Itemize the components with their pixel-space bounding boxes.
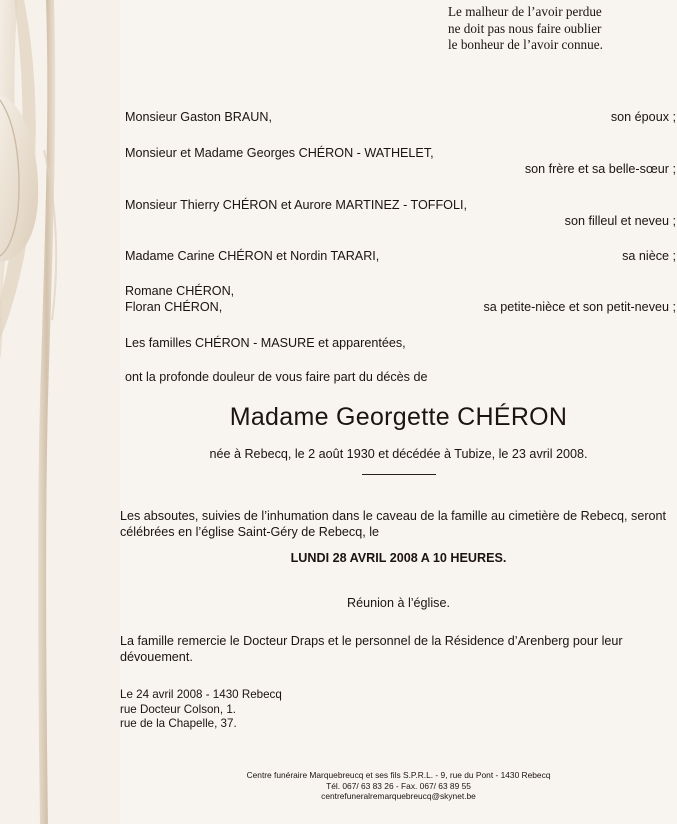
address-line: rue Docteur Colson, 1. — [120, 702, 236, 716]
thanks-paragraph: La famille remercie le Docteur Draps et le personnel de la Résidence d’Arenberg pour leur dévouement. — [120, 634, 623, 664]
announcement-line: ont la profonde douleur de vous faire part du décès de — [125, 370, 428, 384]
family-member-name: Floran CHÉRON, — [125, 300, 223, 314]
family-member-name: Monsieur Thierry CHÉRON et Aurore MARTINEZ - TOFFOLI, — [125, 198, 467, 212]
epigraph-line: le bonheur de l’avoir connue. — [448, 37, 603, 52]
family-member-name: Romane CHÉRON, — [125, 284, 235, 298]
deceased-name: Madame Georgette CHÉRON — [229, 403, 568, 431]
family-relation: son frère et sa belle-sœur ; — [524, 162, 676, 176]
epigraph — [448, 4, 676, 54]
family-relation: son filleul et neveu ; — [564, 214, 676, 228]
footer-line: Centre funéraire Marquebreucq et ses fils S.P.R.L. - 9, rue du Pont - 1430 Rebecq — [246, 770, 551, 780]
epigraph-line: ne doit pas nous faire oublier — [448, 20, 602, 36]
family-relation: sa petite-nièce et son petit-neveu ; — [483, 300, 676, 314]
footer-email: centrefuneralremarquebreucq@skynet.be — [321, 791, 476, 801]
birth-death-line: née à Rebecq, le 2 août 1930 et décédée à Tubize, le 23 avril 2008. — [209, 447, 588, 461]
family-entry-niece — [125, 248, 676, 264]
separator-line — [362, 474, 436, 475]
lily-flower-illustration — [0, 0, 120, 824]
families-line: Les familles CHÉRON - MASURE et apparentées, — [125, 336, 406, 350]
address-line: rue de la Chapelle, 37. — [120, 717, 237, 730]
funeral-date: LUNDI 28 AVRIL 2008 A 10 HEURES. — [290, 551, 507, 565]
funeral-paragraph: Les absoutes, suivies de l’inhumation dans le caveau de la famille au cimetière de Rebecq, seront célébrées en l’église Saint-Géry de Rebecq, le — [120, 509, 667, 539]
address-block — [120, 688, 677, 732]
address-line: Le 24 avril 2008 - 1430 Rebecq — [120, 688, 282, 701]
funeral-home-footer — [120, 770, 677, 802]
family-relation: sa nièce ; — [622, 249, 676, 263]
family-member-name: Monsieur et Madame Georges CHÉRON - WATHELET, — [125, 146, 434, 160]
family-entry-grand-niece-nephew — [125, 283, 676, 315]
family-member-name: Madame Carine CHÉRON et Nordin TARARI, — [125, 249, 380, 263]
epigraph-line: Le malheur de l’avoir perdue — [448, 4, 602, 19]
family-entry-spouse — [125, 109, 676, 125]
footer-line: Tél. 067/ 63 83 26 - Fax. 067/ 63 89 55 — [326, 780, 471, 791]
reunion-line: Réunion à l’église. — [347, 596, 450, 610]
family-entry-godson — [125, 197, 676, 229]
family-relation: son époux ; — [610, 110, 676, 124]
family-member-name: Monsieur Gaston BRAUN, — [125, 110, 272, 124]
family-entry-brother — [125, 145, 676, 177]
